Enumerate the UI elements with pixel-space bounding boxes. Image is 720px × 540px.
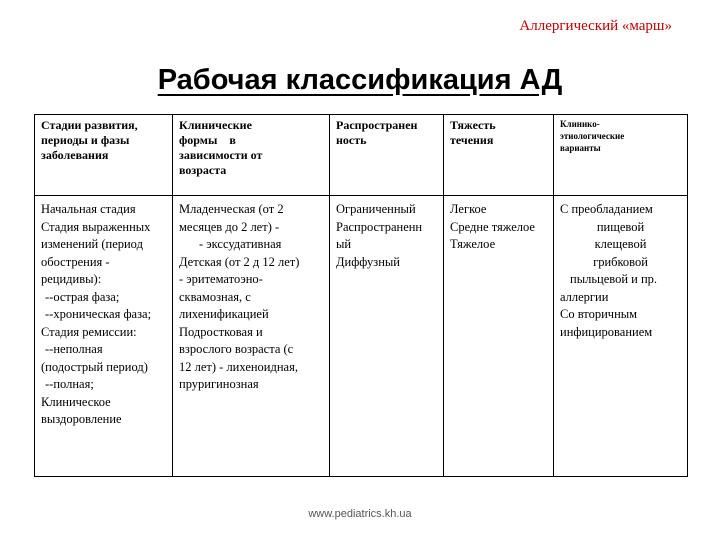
cell-line: --полная;: [45, 377, 94, 391]
cell-line: рецидивы):: [41, 272, 102, 286]
cell-line: Стадия выраженных: [41, 219, 151, 234]
cell-line: Подростковая и: [179, 324, 263, 339]
cell-line: взрослого возраста (с: [179, 342, 294, 356]
header-line: зависимости от: [179, 148, 263, 162]
cell-line: Начальная стадия: [41, 202, 136, 216]
cell-line: --острая фаза;: [45, 289, 120, 304]
cell-line: выздоровление: [41, 412, 122, 426]
cell-prevalence: [330, 196, 444, 477]
topic-tag: Аллергический «марш»: [519, 18, 672, 34]
cell-line: Распространенн: [336, 219, 423, 234]
cell-line: Детская (от 2 д 12 лет): [179, 254, 300, 269]
header-severity: [444, 115, 554, 196]
cell-line: Младенческая (от 2: [179, 202, 284, 216]
cell-line: --хроническая фаза;: [45, 307, 152, 321]
cell-line: лихенификацией: [179, 307, 269, 321]
cell-line: пруригинозная: [179, 377, 259, 391]
cell-line: --неполная: [45, 342, 103, 356]
cell-line: Ограниченный: [336, 202, 416, 216]
cell-line: изменений (период: [41, 237, 143, 251]
cell-severity: [444, 196, 554, 477]
cell-line: С преобладанием: [560, 202, 653, 216]
cell-line: - экссудативная: [199, 237, 282, 251]
cell-line: месяцев до 2 лет) -: [179, 219, 280, 234]
cell-line: сквамозная, с: [179, 289, 251, 304]
header-line: Распространен: [336, 118, 418, 132]
cell-line: (подострый период): [41, 359, 148, 374]
cell-line: аллергии: [560, 289, 609, 304]
table-body-row: [35, 196, 688, 477]
cell-etiological-variants: [554, 196, 688, 477]
header-line: варианты: [560, 143, 601, 153]
cell-line: пыльцевой и пр.: [570, 272, 658, 286]
website-footer: www.pediatrics.kh.ua: [308, 508, 412, 520]
cell-line: клещевой: [594, 237, 647, 251]
cell-line: пищевой: [596, 219, 645, 234]
cell-line: обострения -: [41, 254, 110, 269]
cell-line: Клиническое: [41, 394, 111, 409]
header-line: формы в: [179, 133, 236, 147]
cell-line: 12 лет) - лихеноидная,: [179, 359, 298, 374]
cell-line: ый: [336, 237, 352, 251]
slide-title: Рабочая классификация АД: [157, 64, 563, 96]
header-line: Клинико-: [560, 119, 600, 129]
header-line: Стадии развития,: [41, 118, 138, 132]
cell-line: - эритематоэно-: [179, 272, 263, 286]
cell-line: Стадия ремиссии:: [41, 324, 137, 339]
header-etiological-variants: [554, 115, 688, 196]
cell-line: Средне тяжелое: [450, 219, 535, 234]
header-stages: [35, 115, 173, 196]
header-clinical-forms: [173, 115, 330, 196]
header-line: этиологические: [560, 131, 625, 141]
header-line: заболевания: [41, 148, 109, 162]
cell-clinical-forms: [173, 196, 330, 477]
header-line: периоды и фазы: [41, 133, 130, 147]
cell-line: грибковой: [593, 254, 648, 269]
header-line: ность: [336, 133, 367, 147]
header-line: возраста: [179, 163, 227, 177]
header-line: Клинические: [179, 118, 252, 132]
header-line: течения: [450, 133, 494, 147]
cell-line: Со вторичным: [560, 307, 638, 321]
cell-line: Легкое: [450, 202, 487, 216]
header-line: Тяжесть: [450, 118, 496, 132]
classification-table: [34, 114, 688, 477]
table-header-row: [35, 115, 688, 196]
cell-line: Диффузный: [336, 254, 400, 269]
cell-line: Тяжелое: [450, 237, 496, 251]
cell-stages: [35, 196, 173, 477]
header-prevalence: [330, 115, 444, 196]
cell-line: инфицированием: [560, 324, 653, 339]
